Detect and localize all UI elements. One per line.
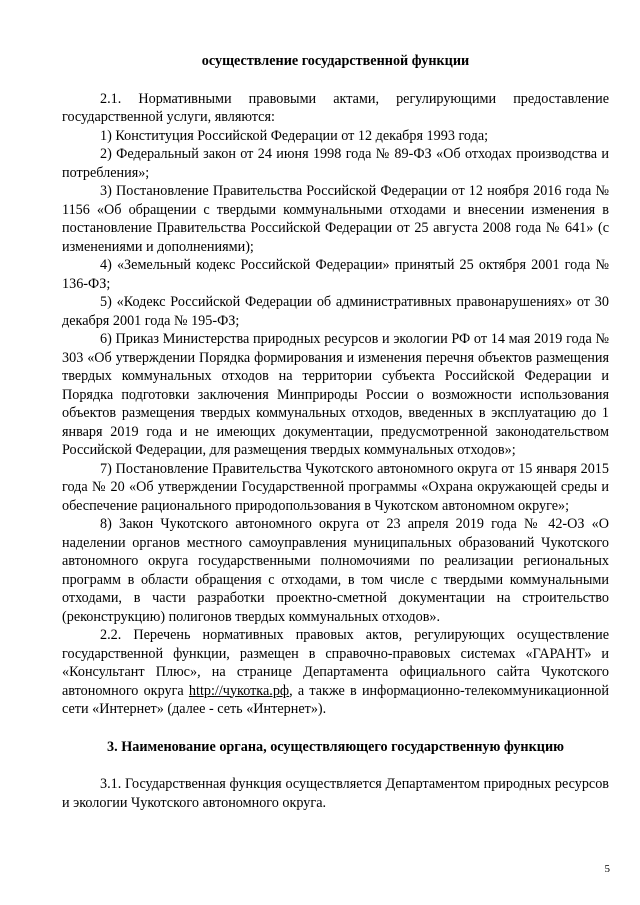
list-item-8: 8) Закон Чукотского автономного округа от 23 апреля 2019 года № 42-ОЗ «О наделении органов местного самоуправления муниципальных образований Чукотского автономного округа государственными полномочиями по реализации региональных программ в области обращения с отходами, в том числе с твердыми коммунальными отходами, в части разработки проектно-сметной документации на строительство (реконструкцию) полигонов твердых коммунальных отходов». <box>62 516 609 625</box>
website-link[interactable]: http://чукотка.рф <box>188 682 290 699</box>
paragraph-3-1: 3.1. Государственная функция осуществляется Департаментом природных ресурсов и экологии Чукотского автономного округа. <box>62 776 609 811</box>
paragraph-2-2-text-end: , а также в информационно-телекоммуникационной сети «Интернет» (далее - сеть «Интернет»). <box>62 682 609 717</box>
paragraph-2-2-text-start: 2.2. Перечень нормативных правовых актов, регулирующих осуществление государственной функции, размещен в справочно-правовых системах «ГАРАНТ» и «Консультант Плюс», на странице Департамента официального сайта Чукотского автономного округа <box>62 627 609 699</box>
section-3-heading: 3. Наименование органа, осуществляющего государственную функцию <box>107 738 564 755</box>
list-item-3: 3) Постановление Правительства Российской Федерации от 12 ноября 2016 года № 1156 «Об обращении с твердыми коммунальными отходами и внесении изменения в постановление Правительства Российской Федерации от 25 августа 2008 года № 641» (с изменениями и дополнениями); <box>62 183 609 255</box>
spacer <box>62 71 609 90</box>
section-heading: осуществление государственной функции <box>201 53 470 69</box>
list-item-2: 2) Федеральный закон от 24 июня 1998 года № 89-ФЗ «Об отходах производства и потребления»; <box>62 146 609 181</box>
document-page <box>62 52 609 812</box>
spacer <box>62 756 609 775</box>
paragraph-2-1: 2.1. Нормативными правовыми актами, регулирующими предоставление государственной услуги, являются: <box>62 90 609 125</box>
list-item-1: 1) Конституция Российской Федерации от 12 декабря 1993 года; <box>100 127 489 144</box>
page-number: 5 <box>604 863 610 875</box>
list-item-7: 7) Постановление Правительства Чукотского автономного округа от 15 января 2015 года № 20 «Об утверждении Государственной программы «Охрана окружающей среды и обеспечение рационального природопользования в Чукотском автономном округе»; <box>62 460 609 514</box>
list-item-5: 5) «Кодекс Российской Федерации об административных правонарушениях» от 30 декабря 2001 года № 195-ФЗ; <box>62 294 609 329</box>
spacer <box>62 719 609 738</box>
paragraph-2-2 <box>62 626 609 719</box>
list-item-6: 6) Приказ Министерства природных ресурсов и экологии РФ от 14 мая 2019 года № 303 «Об утверждении Порядка формирования и изменения перечня объектов размещения твердых коммунальных отходов на территории субъекта Российской Федерации и Порядка подготовки заключения Минприроды России о возможности использования объектов размещения твердых коммунальных отходов, введенных в эксплуатацию до 1 января 2019 года и не имеющих документации, предусмотренной законодательством Российской Федерации, для размещения твердых коммунальных отходов»; <box>62 331 609 458</box>
list-item-4: 4) «Земельный кодекс Российской Федерации» принятый 25 октября 2001 года № 136-ФЗ; <box>62 257 609 292</box>
